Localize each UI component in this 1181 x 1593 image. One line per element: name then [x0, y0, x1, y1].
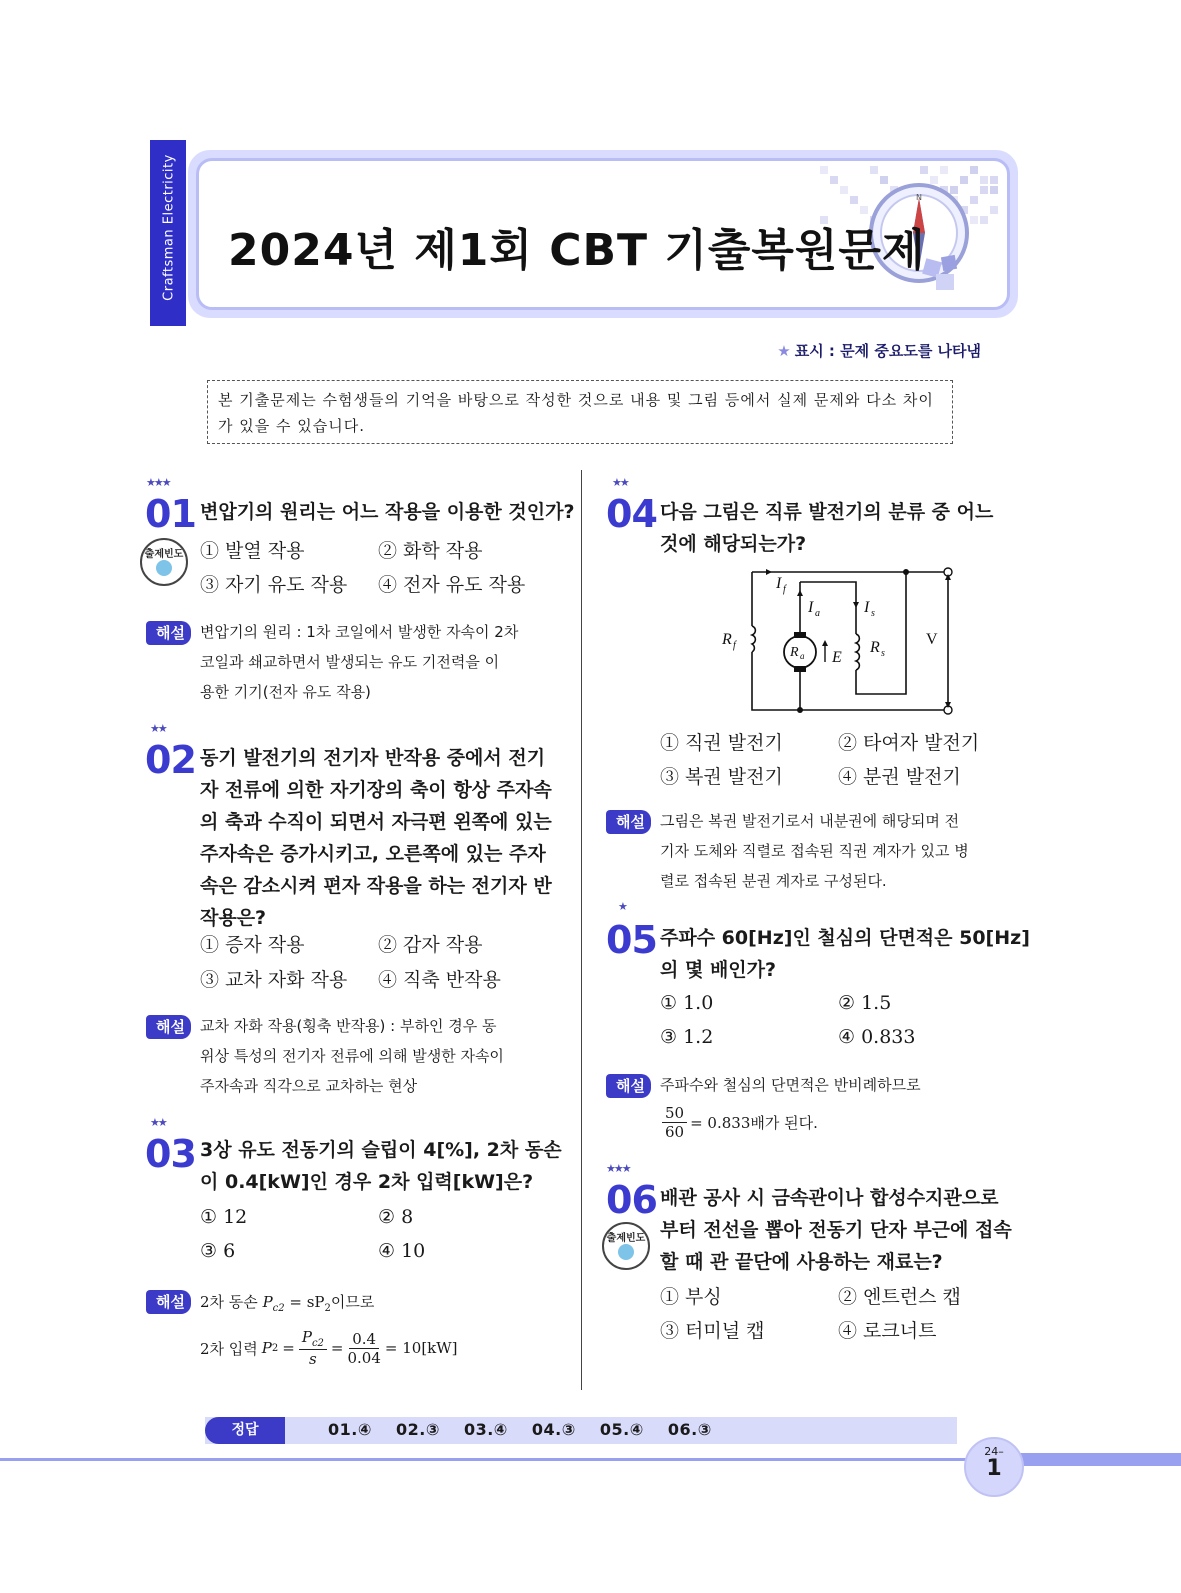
- option: ④ 분권 발전기: [838, 766, 961, 788]
- footer-band: [1000, 1453, 1181, 1466]
- option: ② 화학 작용: [378, 540, 483, 562]
- answer-item: 03.④: [463, 1420, 508, 1439]
- explanation-text: 주파수와 철심의 단면적은 반비례하므로: [660, 1076, 921, 1094]
- option: ③ 6: [200, 1240, 236, 1262]
- option: ④ 로크너트: [838, 1320, 937, 1342]
- star-icon: ★: [777, 342, 791, 360]
- question-number: 03: [145, 1132, 196, 1176]
- svg-text:s: s: [881, 648, 885, 659]
- option: ③ 교차 자화 작용: [200, 969, 348, 991]
- label-v: V: [926, 631, 938, 648]
- svg-text:a: a: [815, 608, 820, 619]
- page-number-badge: [964, 1437, 1024, 1497]
- svg-text:f: f: [733, 640, 736, 651]
- answer-item: 06.③: [667, 1420, 712, 1439]
- label-e: E: [832, 649, 842, 666]
- svg-text:N: N: [916, 193, 922, 202]
- option: ③ 복권 발전기: [660, 766, 783, 788]
- frequent-badge: 출제빈도: [140, 538, 188, 586]
- answer-label: 정답: [205, 1417, 285, 1444]
- page-number: 1: [986, 1456, 1002, 1481]
- label-rf: R: [722, 631, 732, 648]
- label-if: I: [776, 575, 782, 592]
- page-title: 2024년 제1회 CBT 기출복원문제: [228, 225, 926, 276]
- option: ② 8: [378, 1206, 414, 1228]
- decorative-square: [970, 166, 978, 174]
- explanation-text: 교차 자화 작용(횡축 반작용) : 부하인 경우 동 위상 특성의 전기자 전류에 의해 발생한 자속이 주자속과 직각으로 교차하는 현상: [200, 1017, 504, 1095]
- option: ③ 자기 유도 작용: [200, 574, 348, 596]
- question-stars: ★★: [150, 1116, 166, 1129]
- explanation-text: 그림은 복권 발전기로서 내분권에 해당되며 전 기자 도체와 직렬로 접속된 직권 계자가 있고 병 렬로 접속된 분권 계자로 구성된다.: [660, 812, 969, 890]
- label-ia: I: [808, 599, 814, 616]
- answer-item: 01.④: [328, 1420, 372, 1439]
- option: ④ 직축 반작용: [378, 969, 501, 991]
- question-text: 주파수 60[Hz]인 철심의 단면적은 50[Hz] 의 몇 배인가?: [660, 927, 1030, 981]
- question-text: 다음 그림은 직류 발전기의 분류 중 어느 것에 해당되는가?: [660, 501, 994, 555]
- label-is: I: [864, 599, 870, 616]
- option: ① 직권 발전기: [660, 732, 783, 754]
- decorative-square: [840, 186, 848, 194]
- side-tab: [150, 140, 186, 326]
- question-text: 배관 공사 시 금속관이나 합성수지관으로 부터 전선을 뽑아 전동기 단자 부근에 접속 할 때 관 끝단에 사용하는 재료는?: [660, 1187, 1012, 1273]
- svg-text:s: s: [871, 608, 875, 619]
- question-number: 02: [145, 738, 196, 782]
- formula-fraction-line: 2차 입력 P 2 = $\frac{P_{c2}}{s}$ = $\frac{0.4}{0.04}$ = 10[kW]: [200, 1328, 458, 1368]
- question-text: 동기 발전기의 전기자 반작용 중에서 전기 자 전류에 의한 자기장의 축이 항상 주자속 의 축과 수직이 되면서 자극편 왼쪽에 있는 주자속은 증가시키고, 오른쪽에 있는 주자 속은 감소시켜 편자 작용을 하는 전기자 반 작용은?: [200, 747, 552, 929]
- label-rs: R: [870, 639, 880, 656]
- option: ① 12: [200, 1206, 248, 1228]
- question-number: 04: [606, 492, 657, 536]
- option: ① 증자 작용: [200, 934, 305, 956]
- option: ① 부싱: [660, 1286, 722, 1308]
- answer-list: [328, 1420, 730, 1439]
- notice-box: 본 기출문제는 수험생들의 기억을 바탕으로 작성한 것으로 내용 및 그림 등에서 실제 문제와 다소 차이가 있을 수 있습니다.: [207, 380, 953, 444]
- option: ④ 10: [378, 1240, 426, 1262]
- decorative-square: [830, 176, 838, 184]
- question-number: 06: [606, 1178, 657, 1222]
- option: ① 1.0: [660, 992, 714, 1014]
- decorative-square: [990, 176, 998, 184]
- answer-item: 05.④: [599, 1420, 644, 1439]
- decorative-square: [920, 166, 928, 174]
- decorative-square: [820, 166, 828, 174]
- side-label: Craftsman Electricity: [161, 154, 177, 301]
- question-stars: ★★: [150, 722, 166, 735]
- option: ② 엔트런스 캡: [838, 1286, 961, 1308]
- svg-text:f: f: [783, 584, 786, 595]
- frequent-badge: 출제빈도: [602, 1222, 650, 1270]
- question-text: 변압기의 원리는 어느 작용을 이용한 것인가?: [200, 501, 575, 523]
- explanation-badge: 해설: [146, 1015, 191, 1039]
- question-stars: ★★★: [146, 476, 170, 489]
- explanation-text: 변압기의 원리 : 1차 코일에서 발생한 자속이 2차 코일과 쇄교하면서 발생되는 유도 기전력을 이 용한 기기(전자 유도 작용): [200, 623, 519, 701]
- question-stars: ★★★: [606, 1162, 630, 1175]
- question-number: 05: [606, 918, 657, 962]
- explanation-badge: 해설: [606, 1074, 651, 1098]
- decorative-square: [940, 166, 948, 174]
- svg-text:a: a: [800, 651, 805, 661]
- explanation-badge: 해설: [606, 810, 651, 834]
- option: ② 1.5: [838, 992, 892, 1014]
- chapter-number: 24–: [984, 1445, 1004, 1458]
- decorative-square: [990, 206, 998, 214]
- decorative-square: [850, 196, 858, 204]
- decorative-square: [990, 186, 998, 194]
- explanation-badge: 해설: [146, 621, 191, 645]
- thumbs-up-icon: [156, 560, 172, 576]
- column-divider: [581, 470, 582, 1390]
- option: ② 타여자 발전기: [838, 732, 980, 754]
- legend-text: 표시 : 문제 중요도를 나타냄: [794, 342, 981, 360]
- formula-line: 2차 동손 $P_{c2} = sP_2$이므로: [200, 1293, 375, 1314]
- label-ra: R: [790, 645, 799, 660]
- answer-item: 02.③: [395, 1420, 440, 1439]
- option: ④ 전자 유도 작용: [378, 574, 526, 596]
- option: ③ 터미널 캡: [660, 1320, 765, 1342]
- question-stars: ★: [618, 900, 626, 913]
- explanation-badge: 해설: [146, 1290, 191, 1314]
- option: ② 감자 작용: [378, 934, 483, 956]
- question-text: 3상 유도 전동기의 슬립이 4[%], 2차 동손 이 0.4[kW]인 경우 2차 입력[kW]은?: [200, 1139, 562, 1193]
- question-stars: ★★: [612, 476, 628, 489]
- answer-item: 04.③: [531, 1420, 576, 1439]
- question-number: 01: [145, 492, 196, 536]
- formula-fraction-line: $\frac{50}{60}$ = 0.833배가 된다.: [662, 1100, 818, 1144]
- decorative-square: [870, 166, 878, 174]
- circuit-diagram: [720, 566, 960, 718]
- option: ① 발열 작용: [200, 540, 305, 562]
- importance-legend: [777, 340, 981, 361]
- option: ④ 0.833: [838, 1026, 916, 1048]
- option: ③ 1.2: [660, 1026, 714, 1048]
- thumbs-up-icon: [618, 1244, 634, 1260]
